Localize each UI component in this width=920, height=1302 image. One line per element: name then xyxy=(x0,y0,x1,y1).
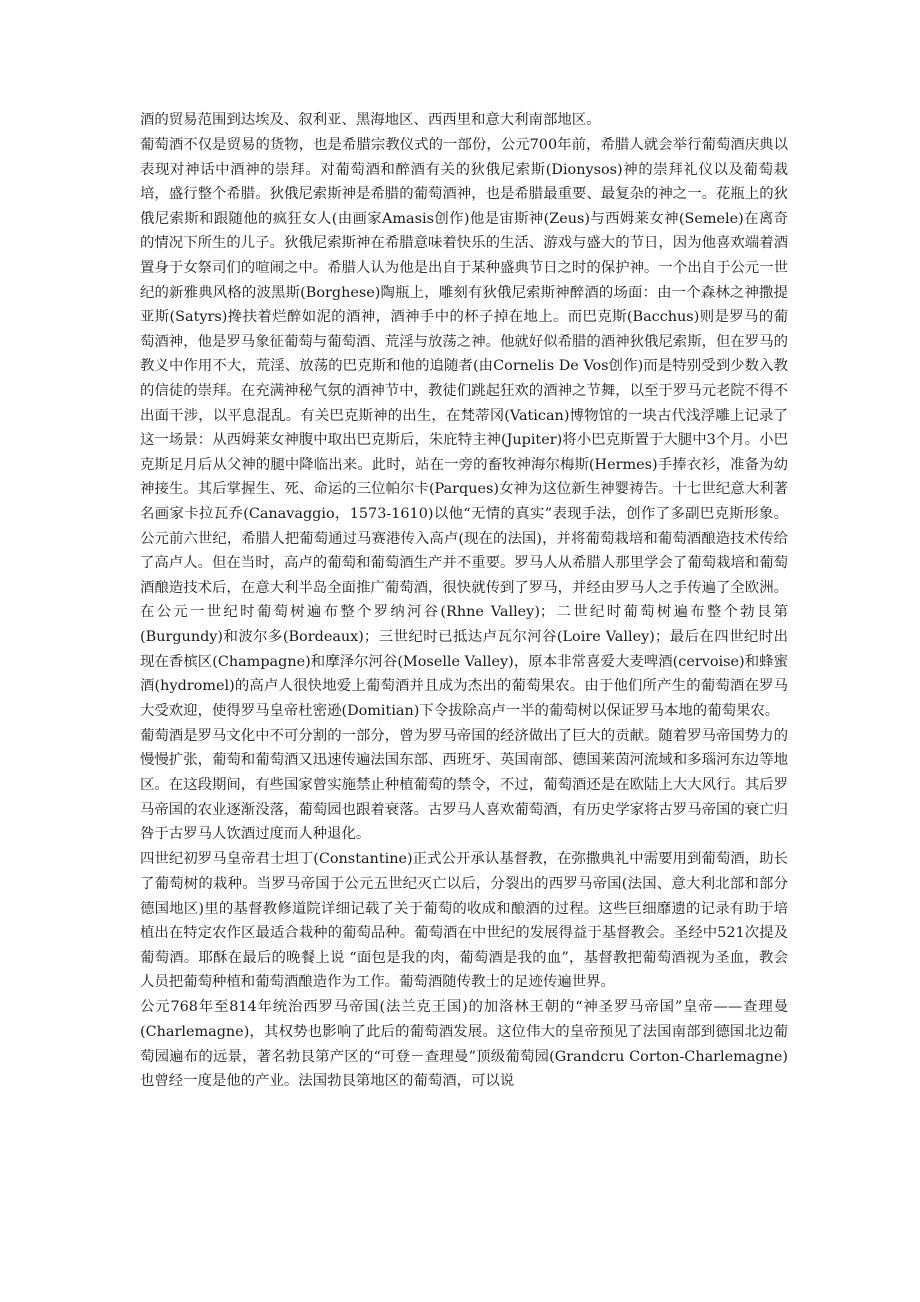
document-body xyxy=(140,108,788,1094)
paragraph-christianity: 四世纪初罗马皇帝君士坦丁(Constantine)正式公开承认基督教，在弥撒典礼中需要用到葡萄酒，助长了葡萄树的栽种。当罗马帝国于公元五世纪灭亡以后，分裂出的西罗马帝国(法国、意大利北部和部分德国地区)里的基督教修道院详细记载了关于葡萄的收成和酿酒的过程。这些巨细靡遗的记录有助于培植出在特定农作区最适合栽种的葡萄品种。葡萄酒在中世纪的发展得益于基督教会。圣经中521次提及葡萄酒。耶酥在最后的晚餐上说 “面包是我的肉，葡萄酒是我的血”，基督教把葡萄酒视为圣血，教会人员把葡萄种植和葡萄酒酿造作为工作。葡萄酒随传教士的足迹传遍世界。 xyxy=(140,851,788,991)
paragraph-greek-roman-wine-gods: 葡萄酒不仅是贸易的货物，也是希腊宗教仪式的一部份，公元700年前，希腊人就会举行葡萄酒庆典以表现对神话中酒神的崇拜。对葡萄酒和醉酒有关的狄俄尼索斯(Dionysos)神的崇拜礼仪以及葡萄栽培，盛行整个希腊。狄俄尼索斯神是希腊的葡萄酒神，也是希腊最重要、最复杂的神之一。花瓶上的狄俄尼索斯和跟随他的疯狂女人(由画家Amasis创作)他是宙斯神(Zeus)与西姆莱女神(Semele)在离奇的情况下所生的儿子。狄俄尼索斯神在希腊意味着快乐的生活、游戏与盛大的节日，因为他喜欢端着酒置身于女祭司们的喧闹之中。希腊人认为他是出自于某种盛典节日之时的保护神。一个出自于公元一世纪的新雅典风格的波黑斯(Borghese)陶瓶上，雕刻有狄俄尼索斯神醉酒的场面：由一个森林之神撒提亚斯(Satyrs)搀扶着烂醉如泥的酒神，酒神手中的杯子掉在地上。而巴克斯(Bacchus)则是罗马的葡萄酒神，他是罗马象征葡萄与葡萄酒、荒淫与放荡之神。他就好似希腊的酒神狄俄尼索斯，但在罗马的教义中作用不大，荒淫、放荡的巴克斯和他的追随者(由Cornelis De Vos创作)而是特别受到少数入教的信徒的崇拜。在充满神秘气氛的酒神节中，教徒们跳起狂欢的酒神之节舞，以至于罗马元老院不得不出面干涉，以平息混乱。有关巴克斯神的出生，在梵蒂冈(Vatican)博物馆的一块古代浅浮雕上记录了这一场景：从西姆莱女神腹中取出巴克斯后，朱庇特主神(Jupiter)将小巴克斯置于大腿中3个月。小巴克斯足月后从父神的腿中降临出来。此时，站在一旁的畜牧神海尔梅斯(Hermes)手捧衣衫，准备为幼神接生。其后掌握生、死、命运的三位帕尔卡(Parques)女神为这位新生神婴祷告。十七世纪意大利著名画家卡拉瓦乔(Canavaggio，1573-1610)以他“无情的真实”表现手法，创作了多副巴克斯形象。公元前六世纪，希腊人把葡萄通过马赛港传入高卢(现在的法国)，并将葡萄栽培和葡萄酒酿造技术传给了高卢人。但在当时，高卢的葡萄和葡萄酒生产并不重要。罗马人从希腊人那里学会了葡萄栽培和葡萄酒酿造技术后，在意大利半岛全面推广葡萄酒，很快就传到了罗马，并经由罗马人之手传遍了全欧洲。在公元一世纪时葡萄树遍布整个罗纳河谷(Rhne Valley)；二世纪时葡萄树遍布整个勃艮第(Burgundy)和波尔多(Bordeaux)；三世纪时已抵达卢瓦尔河谷(Loire Valley)；最后在四世纪时出现在香槟区(Champagne)和摩泽尔河谷(Moselle Valley)，原本非常喜爱大麦啤酒(cervoise)和蜂蜜酒(hydromel)的高卢人很快地爱上葡萄酒并且成为杰出的葡萄果农。由于他们所产生的葡萄酒在罗马大受欢迎，使得罗马皇帝杜密逊(Domitian)下令拔除高卢一半的葡萄树以保证罗马本地的葡萄果农。 xyxy=(140,137,788,719)
paragraph-roman-culture: 葡萄酒是罗马文化中不可分割的一部分，曾为罗马帝国的经济做出了巨大的贡献。随着罗马帝国势力的慢慢扩张，葡萄和葡萄酒又迅速传遍法国东部、西班牙、英国南部、德国莱茵河流域和多瑙河东边等地区。在这段期间，有些国家曾实施禁止种植葡萄的禁令，不过，葡萄酒还是在欧陆上大大风行。其后罗马帝国的农业逐渐没落，葡萄园也跟着衰落。古罗马人喜欢葡萄酒，有历史学家将古罗马帝国的衰亡归咎于古罗马人饮酒过度而人种退化。 xyxy=(140,727,788,843)
paragraph-trade-range: 酒的贸易范围到达埃及、叙利亚、黑海地区、西西里和意大利南部地区。 xyxy=(140,112,601,128)
paragraph-charlemagne: 公元768年至814年统治西罗马帝国(法兰克王国)的加洛林王朝的“神圣罗马帝国”皇帝——查理曼(Charlemagne)，其权势也影响了此后的葡萄酒发展。这位伟大的皇帝预见了法国南部到德国北边葡萄园遍布的远景，著名勃艮第产区的“可登－查理曼”顶级葡萄园(Grandcru Corton-Charlemagne)也曾经一度是他的产业。法国勃艮第地区的葡萄酒，可以说 xyxy=(140,999,788,1090)
